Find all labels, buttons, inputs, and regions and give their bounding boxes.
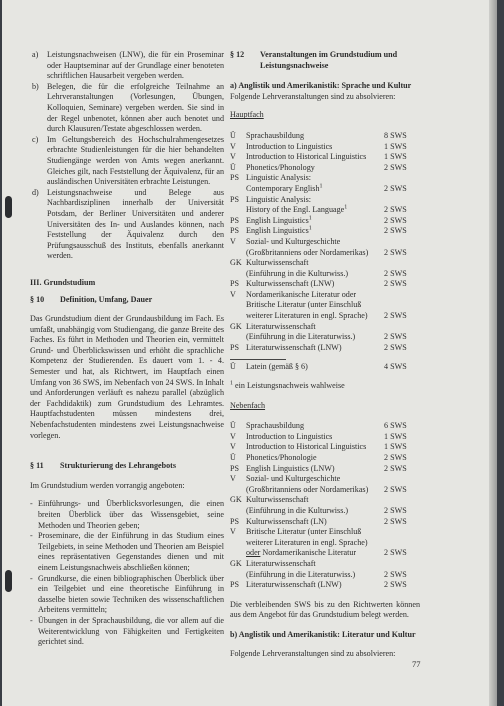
body-text: Die verbleibenden SWS bis zu den Richtwerten können aus dem Angebot für das Grundstudium belegt werden. — [230, 599, 420, 620]
course-sws: 2 SWS — [384, 484, 407, 494]
enumerated-item — [30, 135, 224, 188]
bullet-text: Übungen in der Sprachausbildung, die vor allem auf die Weiterentwicklung von Fähigkeiten und Fertigkeiten gerichtet sind. — [38, 615, 224, 647]
course-row — [230, 290, 420, 301]
course-type — [230, 205, 246, 216]
course-name — [246, 279, 384, 290]
bullet-text: Einführungs- und Überblicksvorlesungen, die einen breiten Überblick über das Wissensgebiet, seine Methoden und Theorien geben; — [38, 499, 224, 530]
course-type: GK — [230, 258, 242, 268]
item-text: Belegen, die für die erfolgreiche Teilnahme an Lehrveranstaltungen (Vorlesungen, Übungen, Kolloquien, Seminare) vergeben werden. Sie sind in der Regel unbenotet, können aber auch benotet und durch Klausuren/Testate abgeschlossen werden. — [47, 81, 224, 134]
course-sws — [384, 300, 420, 311]
enumerated-item — [30, 82, 224, 135]
course-name-text: Literaturwissenschaft — [246, 558, 316, 568]
course-name: oder Nordamerikanische Literatur — [246, 548, 357, 558]
course-type — [230, 332, 246, 343]
course-name — [246, 258, 384, 269]
course-sws: 2 SWS — [384, 569, 407, 579]
footnote-marker: 1 — [344, 204, 348, 211]
page-number: 77 — [412, 659, 421, 669]
item-text: Im Geltungsbereich des Hochschulrahmengesetzes erbrachte Studienleistungen für die hier behandelten Studiengänge werden von Amts wegen anerkannt. Gleiches gilt, nach Feststellung der Äquivalenz, für an ausländischen Universitäten erbrachte Leistungen. — [47, 134, 224, 187]
course-row — [230, 570, 420, 581]
course-sws: 6 SWS — [384, 421, 407, 431]
course-sws: 8 SWS — [384, 130, 407, 140]
course-type: PS — [230, 215, 240, 225]
course-sws: 2 SWS — [384, 311, 407, 321]
course-row — [230, 442, 420, 453]
binder-hole — [5, 570, 12, 592]
nebenfach-label: Nebenfach — [230, 400, 266, 410]
course-sws: 2 SWS — [384, 580, 407, 590]
course-name-text: Nordamerikanische Literatur oder — [246, 289, 357, 299]
footnote-marker: 1 — [230, 380, 233, 387]
course-type: GK — [230, 321, 242, 331]
course-name — [246, 332, 384, 343]
course-name-text: English Linguistics — [246, 215, 309, 225]
course-row — [230, 311, 420, 322]
course-name — [246, 559, 384, 570]
course-name-text: Phonetics/Phonology — [246, 162, 315, 172]
intro-text: Folgende Lehrveranstaltungen sind zu absolvieren: — [230, 91, 396, 101]
course-sws: 1 SWS — [384, 442, 407, 452]
course-row — [230, 464, 420, 475]
course-name-text: Literaturwissenschaft — [246, 321, 316, 331]
intro-text: Folgende Lehrveranstaltungen sind zu absolvieren: — [230, 648, 396, 658]
course-sws: 2 SWS — [384, 279, 407, 289]
course-name-text: Linguistic Analysis: — [246, 173, 311, 183]
bullet-dash: - — [30, 499, 33, 509]
footnote-text: ein Leistungsnachweis wahlweise — [235, 381, 345, 391]
course-name — [246, 432, 384, 443]
course-name — [246, 269, 384, 280]
course-sws — [384, 527, 420, 538]
course-name-text: Britische Literatur (unter Einschluß — [246, 300, 362, 310]
course-row — [230, 195, 420, 206]
course-type: V — [230, 289, 236, 299]
paragraph-heading-s10 — [30, 295, 224, 306]
course-name — [246, 290, 384, 301]
course-name — [246, 205, 384, 216]
course-row — [230, 216, 420, 227]
course-sws: 1 SWS — [384, 141, 407, 151]
course-row — [230, 300, 420, 311]
course-sws: 1 SWS — [384, 431, 407, 441]
course-name — [246, 184, 384, 195]
divider — [230, 359, 286, 360]
course-sws: 1 SWS — [384, 152, 407, 162]
course-type: Ü — [230, 421, 236, 431]
course-name-text: Literaturwissenschaft (LNW) — [246, 580, 342, 590]
course-sws: 2 SWS — [384, 516, 407, 526]
course-name — [246, 570, 384, 581]
course-name — [246, 474, 384, 485]
course-name-text: Contemporary English — [246, 183, 320, 193]
course-row — [230, 131, 420, 142]
course-row — [230, 279, 420, 290]
course-name-text: Kulturwissenschaft — [246, 495, 309, 505]
course-name — [246, 495, 384, 506]
course-row — [230, 184, 420, 195]
bullet-dash: - — [30, 573, 33, 583]
left-column — [30, 50, 224, 648]
course-name-text: (Einführung in die Literaturwiss.) — [246, 569, 356, 579]
course-name-text: Britische Literatur (unter Einschluß — [246, 527, 362, 537]
course-name — [246, 131, 384, 142]
bullet-text: Grundkurse, die einen bibliographischen Überblick über ein Teilgebiet und eine theoretische Einführung in dasselbe bieten sowie Techniken des wissenschaftlichen Arbeitens vermitteln; — [38, 573, 224, 615]
item-text: Leistungsnachweise und Belege aus Nachbardisziplinen innerhalb der Universität Potsdam, der Berliner Universitäten und anderer Universitäten des In- und Auslandes können, nach Feststellung der Äquivalenz durch den Prüfungsausschuß des Instituts, ebenfalls anerkannt werden. — [47, 187, 224, 261]
item-label: d) — [32, 187, 39, 197]
paragraph-title: Strukturierung des Lehrangebots — [60, 461, 177, 471]
course-name-text: Introduction to Linguistics — [246, 431, 333, 441]
course-type: V — [230, 442, 236, 452]
course-name — [246, 195, 384, 206]
course-name-text: Sozial- und Kulturgeschichte — [246, 236, 341, 246]
course-row — [230, 258, 420, 269]
course-type — [230, 184, 246, 195]
course-name — [246, 527, 384, 538]
body-text: Im Grundstudium werden vorrangig angeboten: — [30, 480, 185, 490]
course-row — [230, 142, 420, 153]
course-row — [230, 332, 420, 343]
course-name — [246, 485, 384, 496]
course-sws: 2 SWS — [384, 332, 407, 342]
course-sws: 2 SWS — [384, 453, 407, 462]
course-name-text: Kulturwissenschaft — [246, 258, 309, 268]
course-row — [230, 432, 420, 443]
course-sws — [384, 474, 420, 485]
course-name-text: Linguistic Analysis: — [246, 194, 311, 204]
course-name-text: Sprachausbildung — [246, 130, 304, 140]
course-type — [230, 269, 246, 280]
course-sws: 2 SWS — [384, 268, 407, 278]
course-name — [246, 152, 384, 163]
course-sws — [384, 173, 420, 184]
course-type: V — [230, 152, 236, 162]
course-sws: 2 SWS — [384, 505, 407, 515]
paragraph-heading-s12 — [230, 50, 420, 71]
course-row — [230, 248, 420, 259]
item-label: c) — [32, 134, 39, 144]
paragraph-title: Veranstaltungen im Grundstudium und Leistungsnachweise — [260, 50, 398, 70]
course-row — [230, 453, 420, 464]
course-sws: 2 SWS — [384, 463, 407, 473]
course-name — [246, 163, 384, 174]
course-type: PS — [230, 463, 240, 473]
course-name-text: Phonetics/Phonologie — [246, 453, 317, 462]
course-type: V — [230, 236, 236, 246]
course-name — [246, 464, 384, 475]
course-sws: 2 SWS — [384, 342, 407, 352]
course-type: GK — [230, 558, 242, 568]
course-type: PS — [230, 194, 240, 204]
hauptfach-label: Hauptfach — [230, 110, 264, 120]
paragraph-number: § 11 — [30, 461, 44, 471]
course-type: V — [230, 474, 236, 484]
course-type: PS — [230, 580, 240, 590]
item-label: a) — [32, 50, 39, 59]
course-name — [246, 442, 384, 453]
course-name-text: Introduction to Historical Linguistics — [246, 152, 367, 162]
course-sws — [384, 290, 420, 301]
course-name-text: History of the Engl. Language — [246, 205, 345, 215]
right-column — [230, 50, 420, 659]
course-row — [230, 559, 420, 570]
course-row — [230, 506, 420, 517]
course-name-text: Kulturwissenschaft (LNW) — [246, 279, 335, 289]
footnote-marker: 1 — [308, 225, 312, 232]
course-sws: 2 SWS — [384, 247, 407, 257]
course-type: PS — [230, 516, 240, 526]
body-text: Das Grundstudium dient der Grundausbildung im Fach. Es umfaßt, unabhängig vom Studiengang, die ganze Breite des Faches. Es führt in Methoden und Theorien ein, vermittelt Grund- und Überblickswissen und erhöht die sprachliche Kompetenz der Studierenden. Es dauert vom 1. - 4. Semester und hat, als Richtwert, im Hauptfach einen Umfang von 36 SWS, im Nebenfach von 24 SWS. In Inhalt und Anforderungen verläuft es nahezu parallel (abzüglich der Fachdidaktik) zum Grundstudium des Lehramtes. Hauptfachstudenten müssen mindestens drei, Nebenfachstudenten mindestens zwei Leistungsnachweise vorlegen. — [30, 314, 224, 440]
course-sws — [384, 538, 420, 549]
course-row — [230, 362, 420, 373]
course-name-text: Introduction to Linguistics — [246, 141, 333, 151]
course-name-text: (Großbritanniens oder Nordamerikas) — [246, 247, 369, 257]
course-name-text: (Großbritanniens oder Nordamerikas) — [246, 484, 369, 494]
subsection-heading: a) Anglistik und Amerikanistik: Sprache und Kultur — [230, 81, 412, 91]
course-row — [230, 163, 420, 174]
course-sws — [384, 559, 420, 570]
course-name — [246, 453, 384, 464]
course-type: Ü — [230, 162, 236, 172]
course-type: PS — [230, 173, 240, 183]
course-sws — [384, 195, 420, 206]
course-name-text: Literaturwissenschaft (LNW) — [246, 342, 342, 352]
course-sws — [384, 495, 420, 506]
course-name-text: English Linguistics (LNW) — [246, 463, 335, 473]
bullet-dash: - — [30, 531, 33, 541]
course-name — [246, 142, 384, 153]
course-sws: 2 SWS — [384, 183, 407, 193]
course-sws — [384, 237, 420, 248]
course-row — [230, 205, 420, 216]
course-name-text: Kulturwissenschaft (LN) — [246, 516, 327, 526]
course-row — [230, 343, 420, 354]
course-type — [230, 506, 246, 517]
course-row — [230, 322, 420, 333]
subsection-heading: b) Anglistik und Amerikanistik: Literatur und Kultur — [230, 629, 416, 639]
course-type: V — [230, 527, 236, 537]
document-page — [2, 0, 497, 706]
course-type: V — [230, 431, 236, 441]
course-sws: 4 SWS — [384, 362, 407, 372]
course-row — [230, 173, 420, 184]
page-spine — [489, 0, 497, 706]
course-name — [246, 538, 384, 549]
course-type — [230, 538, 246, 549]
course-row — [230, 226, 420, 237]
course-row — [230, 421, 420, 432]
course-type: PS — [230, 279, 240, 289]
course-name-text: weiterer Literaturen in engl. Sprache) — [246, 537, 368, 547]
footnote-marker: 1 — [308, 215, 312, 222]
paragraph-number: § 10 — [30, 295, 45, 305]
course-type: PS — [230, 342, 240, 352]
course-name-text: (Einführung in die Kulturwiss.) — [246, 268, 349, 278]
course-type — [230, 300, 246, 311]
item-text: Leistungsnachweisen (LNW), die für ein Proseminar oder Hauptseminar auf der Grundlage einer benoteten schriftlichen Hausarbeit vergeben werden. — [47, 50, 224, 81]
course-sws: 2 SWS — [384, 548, 407, 558]
course-sws: 2 SWS — [384, 226, 407, 236]
course-row — [230, 485, 420, 496]
course-row — [230, 517, 420, 528]
course-sws — [384, 258, 420, 269]
bullet-text: Proseminare, die der Einführung in das Studium eines Teilgebiets, in seine Methoden und Theorien am Beispiel eines repräsentativen Gegenstandes dienen und mit einem Leistungsnachweis abschließen können; — [38, 531, 224, 572]
course-name — [246, 580, 384, 591]
footnote-marker: 1 — [319, 183, 323, 190]
course-type — [230, 248, 246, 259]
enumerated-item — [30, 188, 224, 262]
course-type — [230, 548, 246, 559]
course-sws — [384, 322, 420, 333]
course-row — [230, 538, 420, 549]
course-type — [230, 311, 246, 322]
course-name — [246, 517, 384, 528]
paragraph-number: § 12 — [230, 50, 245, 59]
course-type — [230, 570, 246, 581]
course-type: Ü — [230, 362, 236, 372]
binder-hole — [5, 196, 12, 218]
course-name — [246, 216, 384, 227]
course-sws: 2 SWS — [384, 205, 407, 215]
course-name-text: Introduction to Historical Linguistics — [246, 442, 367, 452]
paragraph-title: Definition, Umfang, Dauer — [60, 295, 153, 305]
course-type: GK — [230, 495, 242, 505]
course-name — [246, 421, 384, 432]
course-sws: 2 SWS — [384, 162, 407, 172]
course-name — [246, 506, 384, 517]
course-name — [246, 343, 384, 354]
item-label: b) — [32, 81, 39, 91]
underlined-word: oder — [246, 548, 261, 558]
course-name-text: weiterer Literaturen in engl. Sprache) — [246, 311, 368, 321]
course-name-text: Sprachausbildung — [246, 421, 304, 431]
course-sws: 2 SWS — [384, 215, 407, 225]
course-name-text: (Einführung in die Literaturwiss.) — [246, 332, 356, 342]
course-row — [230, 495, 420, 506]
course-name — [246, 248, 384, 259]
course-name — [246, 311, 384, 322]
course-type: Ü — [230, 130, 236, 140]
bullet-item — [30, 499, 224, 531]
course-name-text: Latein (gemäß § 6) — [246, 362, 308, 372]
course-type — [230, 485, 246, 496]
course-type: Ü — [230, 453, 236, 462]
paragraph-heading-s11 — [30, 461, 224, 472]
course-row — [230, 269, 420, 280]
course-row — [230, 474, 420, 485]
course-name-text: (Einführung in die Kulturwiss.) — [246, 505, 349, 515]
course-name-text: Sozial- und Kulturgeschichte — [246, 474, 341, 484]
course-row — [230, 152, 420, 163]
footnote — [230, 381, 420, 392]
course-name — [246, 173, 384, 184]
bullet-item — [30, 574, 224, 616]
bullet-dash: - — [30, 615, 33, 625]
course-name — [246, 300, 384, 311]
course-name — [246, 362, 384, 373]
bullet-item — [30, 616, 224, 648]
course-type: V — [230, 141, 236, 151]
course-name-text: English Linguistics — [246, 226, 309, 236]
section-heading: III. Grundstudium — [30, 277, 96, 287]
course-row — [230, 548, 420, 559]
course-row — [230, 580, 420, 591]
course-type: PS — [230, 226, 240, 236]
course-name — [246, 322, 384, 333]
enumerated-item — [30, 50, 224, 82]
course-row — [230, 237, 420, 248]
course-name — [246, 237, 384, 248]
bullet-item — [30, 531, 224, 573]
course-row — [230, 527, 420, 538]
course-name — [246, 226, 384, 237]
